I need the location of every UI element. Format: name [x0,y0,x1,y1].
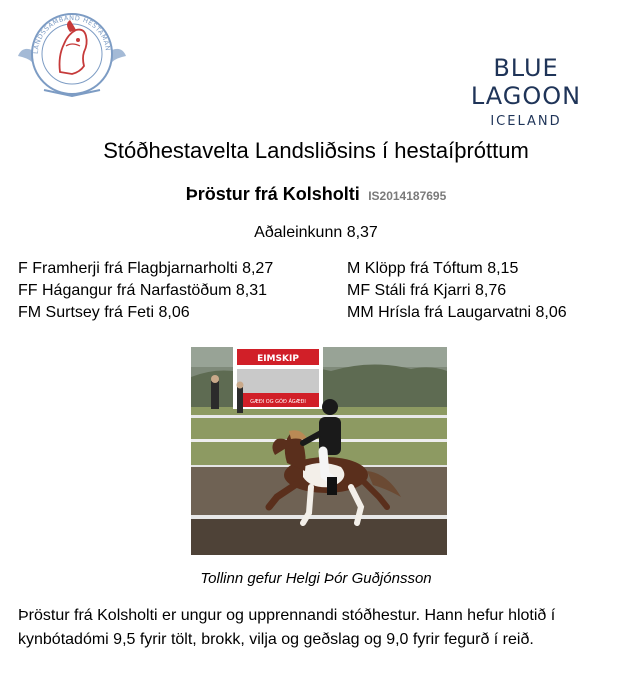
horse-name: Þröstur frá Kolsholti [185,184,360,204]
banner-subtext: GÆÐI OG GÓÐ ÁGÆÐI [250,399,306,405]
main-score: Aðaleinkunn 8,37 [254,224,378,241]
pedigree-entry: M Klöpp frá Tóftum 8,15 [347,260,519,277]
photo-caption: Tollinn gefur Helgi Þór Guðjónsson [200,570,432,587]
banner-text: EIMSKIP [257,354,299,364]
brand-subtitle: ICELAND [490,114,562,129]
registration-number: IS2014187695 [368,189,447,203]
horse-head-seal-icon [14,6,130,102]
horse-name-line [0,184,632,205]
logo-ring-text: LANDSSAMBAND HESTAMAN [31,13,112,55]
pedigree-entry: FF Hágangur frá Narfastöðum 8,31 [18,282,268,299]
pedigree-entry: MF Stáli frá Kjarri 8,76 [347,282,507,299]
document-title: Stóðhestavelta Landsliðsins í hestaíþróttum [103,138,529,163]
pedigree-entry: FM Surtsey frá Feti 8,06 [18,304,190,321]
pedigree-entry: F Framherji frá Flagbjarnarholti 8,27 [18,260,274,277]
pedigree-entry: MM Hrísla frá Laugarvatni 8,06 [347,304,567,321]
brand-name: BLUE LAGOON [470,54,582,110]
horse-rider-photo-image [191,347,447,555]
horse-description: Þröstur frá Kolsholti er ungur og upprennandi stóðhestur. Hann hefur hlotið í kynbótadómi 9,5 fyrir tölt, brokk, vilja og geðslag og 9,0 fyrir fegurð í reið. [18,607,556,648]
federation-logo [14,6,130,102]
horse-photo [191,347,447,555]
pedigree-sire-column [18,258,273,324]
blue-lagoon-logo [436,54,616,129]
pedigree-dam-column [347,258,567,324]
